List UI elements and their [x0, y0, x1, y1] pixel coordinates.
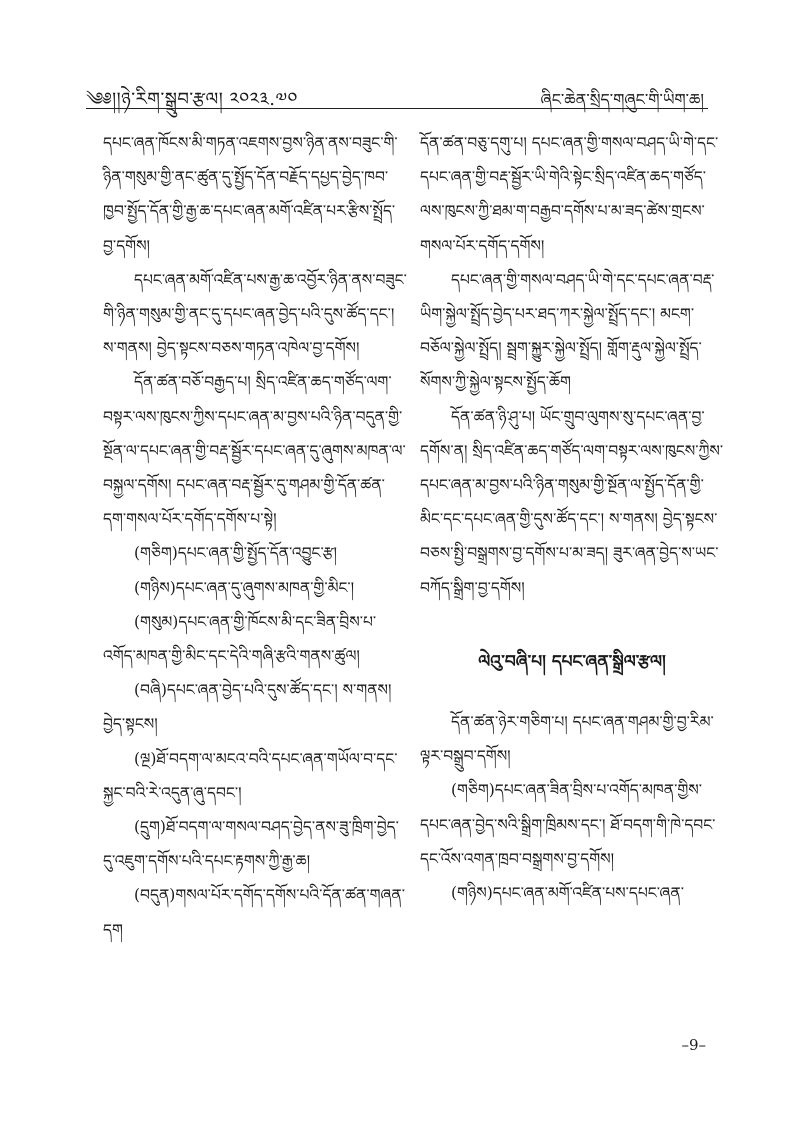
paragraph: དཔང་ཞན་མགོ་འཛིན་པས་རྒྱ་ཆ་འབྱོར་ཉིན་ནས་བཟུང་གི་ཉིན་གསུམ་གྱི་ནང་དུ་དཔང་ཞན་བྱེད་པའི་དུས་ཚོད་དང་། ས་གནས། བྱེད་སྟངས་བཅས་གཏན་འཁེལ་བྱ་དགོས།: [103, 270, 407, 358]
paragraph: དཔང་ཞན་གྱི་གསལ་བཤད་ཡི་གེ་དང་དཔང་ཞན་བརྡ་ཡིག་སྐྱེལ་སྤྲོད་བྱེད་པར་ཐད་ཀར་སྐྱེལ་སྤྲོད་དང་། མངག་བཅོལ་སྐྱེལ་སྤྲོད། སྦྲག་སྐྱུར་སྐྱེལ་སྤྲོད། གློག་རྡུལ་སྐྱེལ་སྤྲོད་སོགས་ཀྱི་སྐྱེལ་སྟངས་སྤྱོད་ཆོག: [420, 270, 715, 392]
article-19-paragraph: དོན་ཚན་བཅུ་དགུ་པ། དཔང་ཞན་གྱི་གསལ་བཤད་ཡི་གེ་དང་དཔང་ཞན་གྱི་བརྡ་སྦྱོར་ཡི་གེའི་སྟེང་སྲིད་འཛིན་ཆད་གཙོད་ལས་ཁུངས་ཀྱི་ཐམ་ག་བརྒྱབ་དགོས་པ་མ་ཟད་ཚེས་གྲངས་གསལ་པོར་དགོད་དགོས།: [420, 134, 719, 255]
article-20-paragraph: དོན་ཚན་ཉི་ཤུ་པ། ཡོང་གྲུབ་ལུགས་སུ་དཔང་ཞན་བྱ་དགོས་ན། སྲིད་འཛིན་ཆད་གཙོད་ལག་བསྟར་ལས་ཁུངས་ཀྱིས་དཔང་ཞན་མ་བྱས་པའི་ཉིན་གསུམ་གྱི་སྔོན་ལ་སྤྱོད་དོན་གྱི་མིང་དང་དཔང་ཞན་གྱི་དུས་ཚོད་དང་། ས་གནས། བྱེད་སྟངས་བཅས་སྤྱི་བསྒྲགས་བྱ་དགོས་པ་མ་ཟད། ཟུར་ཞན་བྱེད་ས་ཡང་བཀོད་སྒྲིག་བྱ་དགོས།: [420, 407, 724, 597]
article-21-paragraph: དོན་ཚན་ཉེར་གཅིག་པ། དཔང་ཞན་གཤམ་གྱི་བྱ་རིམ་ལྟར་བསྒྲུབ་དགོས།: [420, 713, 714, 766]
left-column: [103, 126, 407, 947]
list-item: (ལྔ)ཐོ་བདག་ལ་མངའ་བའི་དཔང་ཞན་གཡོལ་བ་དང་སྐྱང་བའི་རེ་འདུན་ཞུ་དབང་།: [103, 749, 398, 802]
page-number: –9–: [681, 1036, 706, 1054]
list-item: (བཞི)དཔང་ཞན་བྱེད་པའི་དུས་ཚོད་དང་། ས་གནས། བྱེད་སྟངས།: [103, 681, 392, 734]
list-item: (གཉིས)དཔང་ཞན་མགོ་འཛིན་པས་དཔང་ཞན་: [451, 884, 684, 903]
chapter-title: ལེའུ་བཞི་པ། དཔང་ཞན་སྒྲིལ་རྩལ།: [478, 651, 666, 672]
article-18-paragraph: དོན་ཚན་བཅོ་བརྒྱད་པ། སྲིད་འཛིན་ཆད་གཙོད་ལག་བསྟར་ལས་ཁུངས་ཀྱིས་དཔང་ཞན་མ་བྱས་པའི་ཉིན་བདུན་གྱི་སྔོན་ལ་དཔང་ཞན་གྱི་བརྡ་སྦྱོར་དཔང་ཞན་དུ་ཞུགས་མཁན་ལ་བསྐྱལ་དགོས། དཔང་ཞན་བརྡ་སྦྱོར་དུ་གཤམ་གྱི་དོན་ཚན་དག་གསལ་པོར་དགོད་དགོས་པ་སྟེ།: [103, 373, 406, 529]
header-rule: [86, 108, 708, 109]
list-item: (བདུན)གསལ་པོར་དགོད་དགོས་པའི་དོན་ཚན་གཞན་དག: [103, 886, 405, 939]
list-item: (དྲུག)ཐོ་བདག་ལ་གསལ་བཤད་བྱེད་ནས་ཟུ་ཁྲིག་བྱེད་དུ་འཇུག་དགོས་པའི་དཔང་རྟགས་ཀྱི་རྒྱ་ཆ།: [103, 818, 399, 871]
list-item: (གསུམ)དཔང་ཞན་གྱི་ཁོངས་མི་དང་ཟིན་བྲིས་པ་འགོད་མཁན་གྱི་མིང་དང་དེའི་གཞི་རྩའི་གནས་ཚུལ།: [103, 612, 377, 666]
section-heading: ཞིང་ཆེན་སྲིད་གཞུང་གི་ཡིག་ཆ།: [540, 90, 704, 109]
list-item: (གཉིས)དཔང་ཞན་དུ་ཞུགས་མཁན་གྱི་མིང་།: [134, 578, 355, 597]
journal-title: ༄༅།།ཉེ་རིག་སྒྲུབ་རྩལ། ༢༠༢༣.༧༠: [86, 89, 298, 110]
right-column: [420, 126, 724, 910]
paragraph: དཔང་ཞན་ཁོངས་མི་གཏན་འཇགས་བྱས་ཉིན་ནས་བཟུང་གི་ཉིན་གསུམ་གྱི་ནང་ཚུན་དུ་སྤྱོད་དོན་བརྗོད་དཔྱད་བྱེད་ཁབ་ཁྱབ་སྤྱོད་དོན་གྱི་རྒྱ་ཆ་དཔང་ཞན་མགོ་འཛིན་པར་རྩིས་སྤྲོད་བྱ་དགོས།: [103, 134, 398, 255]
list-item: (གཅིག)དཔང་ཞན་ཟིན་བྲིས་པ་འགོད་མཁན་གྱིས་དཔང་ཞན་བྱེད་སའི་སྒྲིག་ཁྲིམས་དང་། ཐོ་བདག་གི་ཁེ་དབང་དང་འོས་འགན་ཁྲབ་བསྒྲགས་བྱ་དགོས།: [420, 781, 716, 868]
list-item: (གཅིག)དཔང་ཞན་གྱི་སྤྱོད་དོན་འབྱུང་རྩ།: [134, 544, 337, 563]
